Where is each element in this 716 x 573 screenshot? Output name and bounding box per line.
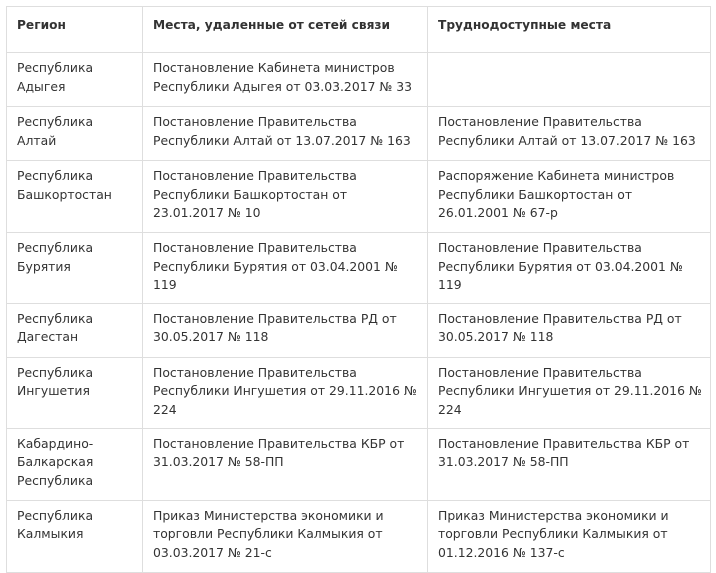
cell-region: Республика Бурятия — [7, 233, 143, 304]
table-row — [7, 303, 711, 357]
cell-region: Республика Алтай — [7, 107, 143, 161]
cell-region: Республика Калмыкия — [7, 500, 143, 572]
cell-hard-to-reach: Постановление Правительства РД от 30.05.2017 № 118 — [428, 303, 711, 357]
cell-region: Республика Ингушетия — [7, 357, 143, 428]
cell-hard-to-reach: Постановление Правительства Республики Ингушетия от 29.11.2016 № 224 — [428, 357, 711, 428]
regions-table — [6, 6, 711, 573]
header-remote-places: Места, удаленные от сетей связи — [143, 7, 428, 53]
table-row — [7, 53, 711, 107]
table-row — [7, 107, 711, 161]
header-region: Регион — [7, 7, 143, 53]
cell-hard-to-reach: Распоряжение Кабинета министров Республики Башкортостан от 26.01.2001 № 67-р — [428, 161, 711, 233]
table-header-row — [7, 7, 711, 53]
cell-region: Республика Адыгея — [7, 53, 143, 107]
table-row — [7, 500, 711, 572]
cell-remote: Постановление Кабинета министров Республики Адыгея от 03.03.2017 № 33 — [143, 53, 428, 107]
cell-hard-to-reach: Постановление Правительства КБР от 31.03.2017 № 58-ПП — [428, 428, 711, 500]
table-row — [7, 161, 711, 233]
table-row — [7, 357, 711, 428]
cell-remote: Постановление Правительства Республики Башкортостан от 23.01.2017 № 10 — [143, 161, 428, 233]
cell-remote: Постановление Правительства Республики Алтай от 13.07.2017 № 163 — [143, 107, 428, 161]
table-row — [7, 233, 711, 304]
cell-hard-to-reach: Постановление Правительства Республики Бурятия от 03.04.2001 № 119 — [428, 233, 711, 304]
table-row — [7, 428, 711, 500]
cell-hard-to-reach — [428, 53, 711, 107]
cell-remote: Приказ Министерства экономики и торговли Республики Калмыкия от 03.03.2017 № 21-с — [143, 500, 428, 572]
cell-hard-to-reach: Приказ Министерства экономики и торговли Республики Калмыкия от 01.12.2016 № 137-с — [428, 500, 711, 572]
cell-remote: Постановление Правительства Республики Ингушетия от 29.11.2016 № 224 — [143, 357, 428, 428]
cell-region: Республика Дагестан — [7, 303, 143, 357]
cell-region: Республика Башкортостан — [7, 161, 143, 233]
cell-remote: Постановление Правительства КБР от 31.03.2017 № 58-ПП — [143, 428, 428, 500]
cell-hard-to-reach: Постановление Правительства Республики Алтай от 13.07.2017 № 163 — [428, 107, 711, 161]
cell-remote: Постановление Правительства РД от 30.05.2017 № 118 — [143, 303, 428, 357]
cell-remote: Постановление Правительства Республики Бурятия от 03.04.2001 № 119 — [143, 233, 428, 304]
header-hard-to-reach-places: Труднодоступные места — [428, 7, 711, 53]
cell-region: Кабардино-Балкарская Республика — [7, 428, 143, 500]
